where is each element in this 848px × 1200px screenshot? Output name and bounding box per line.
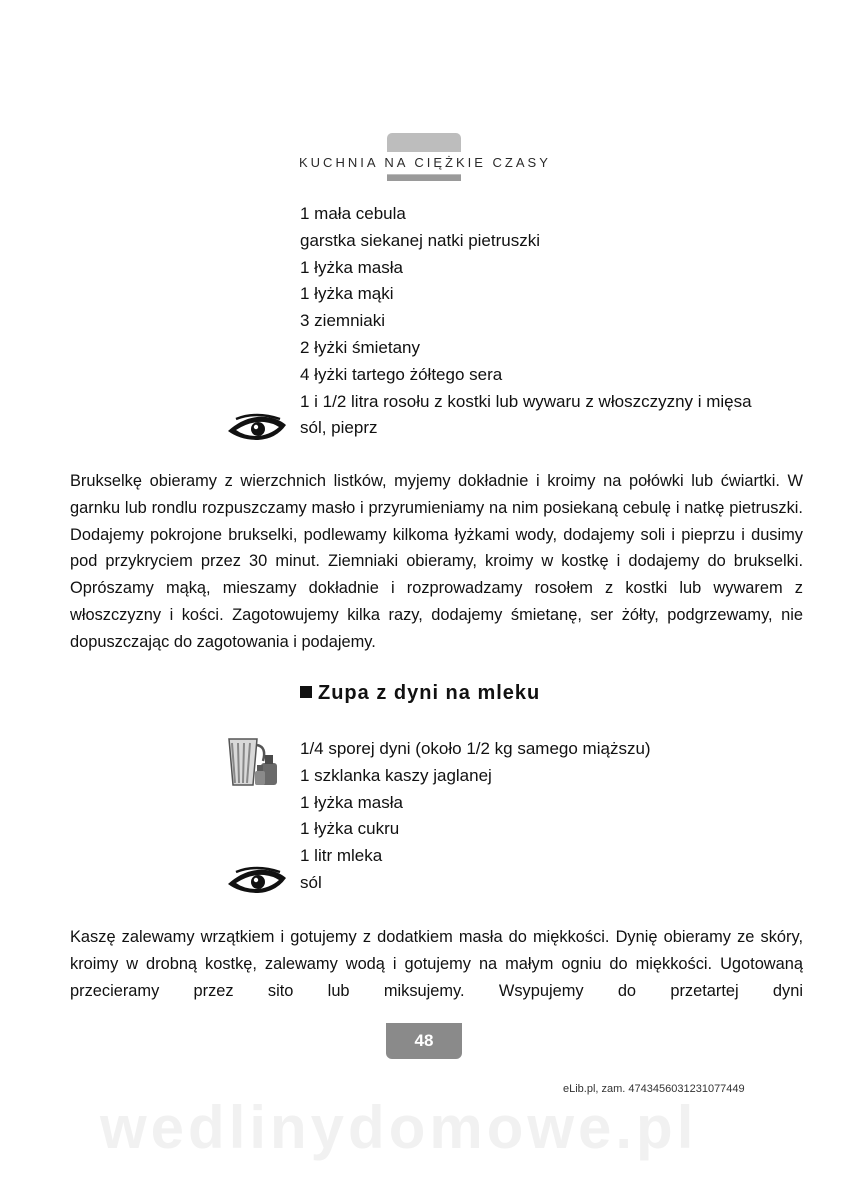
- ingredient-item: 1 i 1/2 litra rosołu z kostki lub wywaru z włoszczyzny i mięsa: [300, 391, 752, 411]
- ingredient-item: 1 mała cebula: [300, 204, 406, 223]
- ingredient-list: [300, 201, 752, 442]
- recipe-instructions: Kaszę zalewamy wrzątkiem i gotujemy z dodatkiem masła do miękkości. Dynię obieramy ze skóry, kroimy w drobną kostkę, zalewamy wodą i gotujemy na małym ogniu do miękkości. Ugotowaną przecieramy przez sito lub miksujemy. Wsypujemy do przetartej dyni: [70, 928, 803, 1000]
- recipe-title: [300, 682, 540, 705]
- ingredient-item: 4 łyżki tartego żółtego sera: [300, 364, 503, 384]
- watermark: wedlinydomowe.pl: [100, 1094, 698, 1161]
- ingredient-item: 1 szklanka kaszy jaglanej: [300, 765, 492, 785]
- bullet-square-icon: [300, 686, 312, 698]
- ingredient-item: 1 łyżka mąki: [300, 284, 394, 304]
- running-header: KUCHNIA NA CIĘŻKIE CZASY: [299, 152, 559, 174]
- header-rule: [387, 175, 461, 181]
- ingredient-item: 3 ziemniaki: [300, 311, 386, 331]
- page-number: 48: [414, 1031, 434, 1050]
- eye-icon: [226, 866, 288, 896]
- license-note: eLib.pl, zam. 4743456031231077449: [563, 1083, 745, 1095]
- recipe-title-text: Zupa z dyni na mleku: [318, 682, 541, 704]
- ingredient-item: 2 łyżki śmietany: [300, 337, 420, 357]
- ingredient-item: 1 litr mleka: [300, 846, 383, 866]
- ingredient-item: 1/4 sporej dyni (około 1/2 kg samego miąższu): [300, 739, 651, 758]
- ingredient-list: [300, 736, 651, 897]
- ingredient-item: 1 łyżka masła: [300, 792, 403, 812]
- ingredient-item: sól: [300, 872, 322, 892]
- ingredient-item: sól, pieprz: [300, 418, 378, 438]
- ingredient-item: 1 łyżka masła: [300, 257, 403, 277]
- measuring-cup-icon: [223, 733, 281, 789]
- eye-icon: [226, 413, 288, 443]
- ingredient-item: garstka siekanej natki pietruszki: [300, 230, 541, 250]
- recipe-instructions: Brukselkę obieramy z wierzchnich listków, myjemy dokładnie i kroimy na połówki lub ćwiartki. W garnku lub rondlu rozpuszczamy masło i przyrumieniamy na nim posiekaną cebulę i natkę pietruszki. Dodajemy pokrojone brukselki, podlewamy kilkoma łyżkami wody, dodajemy soli i pieprzu i dusimy pod przykryciem przez 30 minut. Ziemniaki obieramy, kroimy w kostkę i dodajemy do brukselki. Oprószamy mąką, mieszamy dokładnie i rozprowadzamy rosołem z kostki lub wywarem z włoszczyzny i kości. Zagotowujemy kilka razy, dodajemy śmietanę, ser żółty, podgrzewamy, nie dopuszczając do zagotowania i podajemy.: [70, 472, 803, 651]
- ingredient-item: 1 łyżka cukru: [300, 819, 400, 839]
